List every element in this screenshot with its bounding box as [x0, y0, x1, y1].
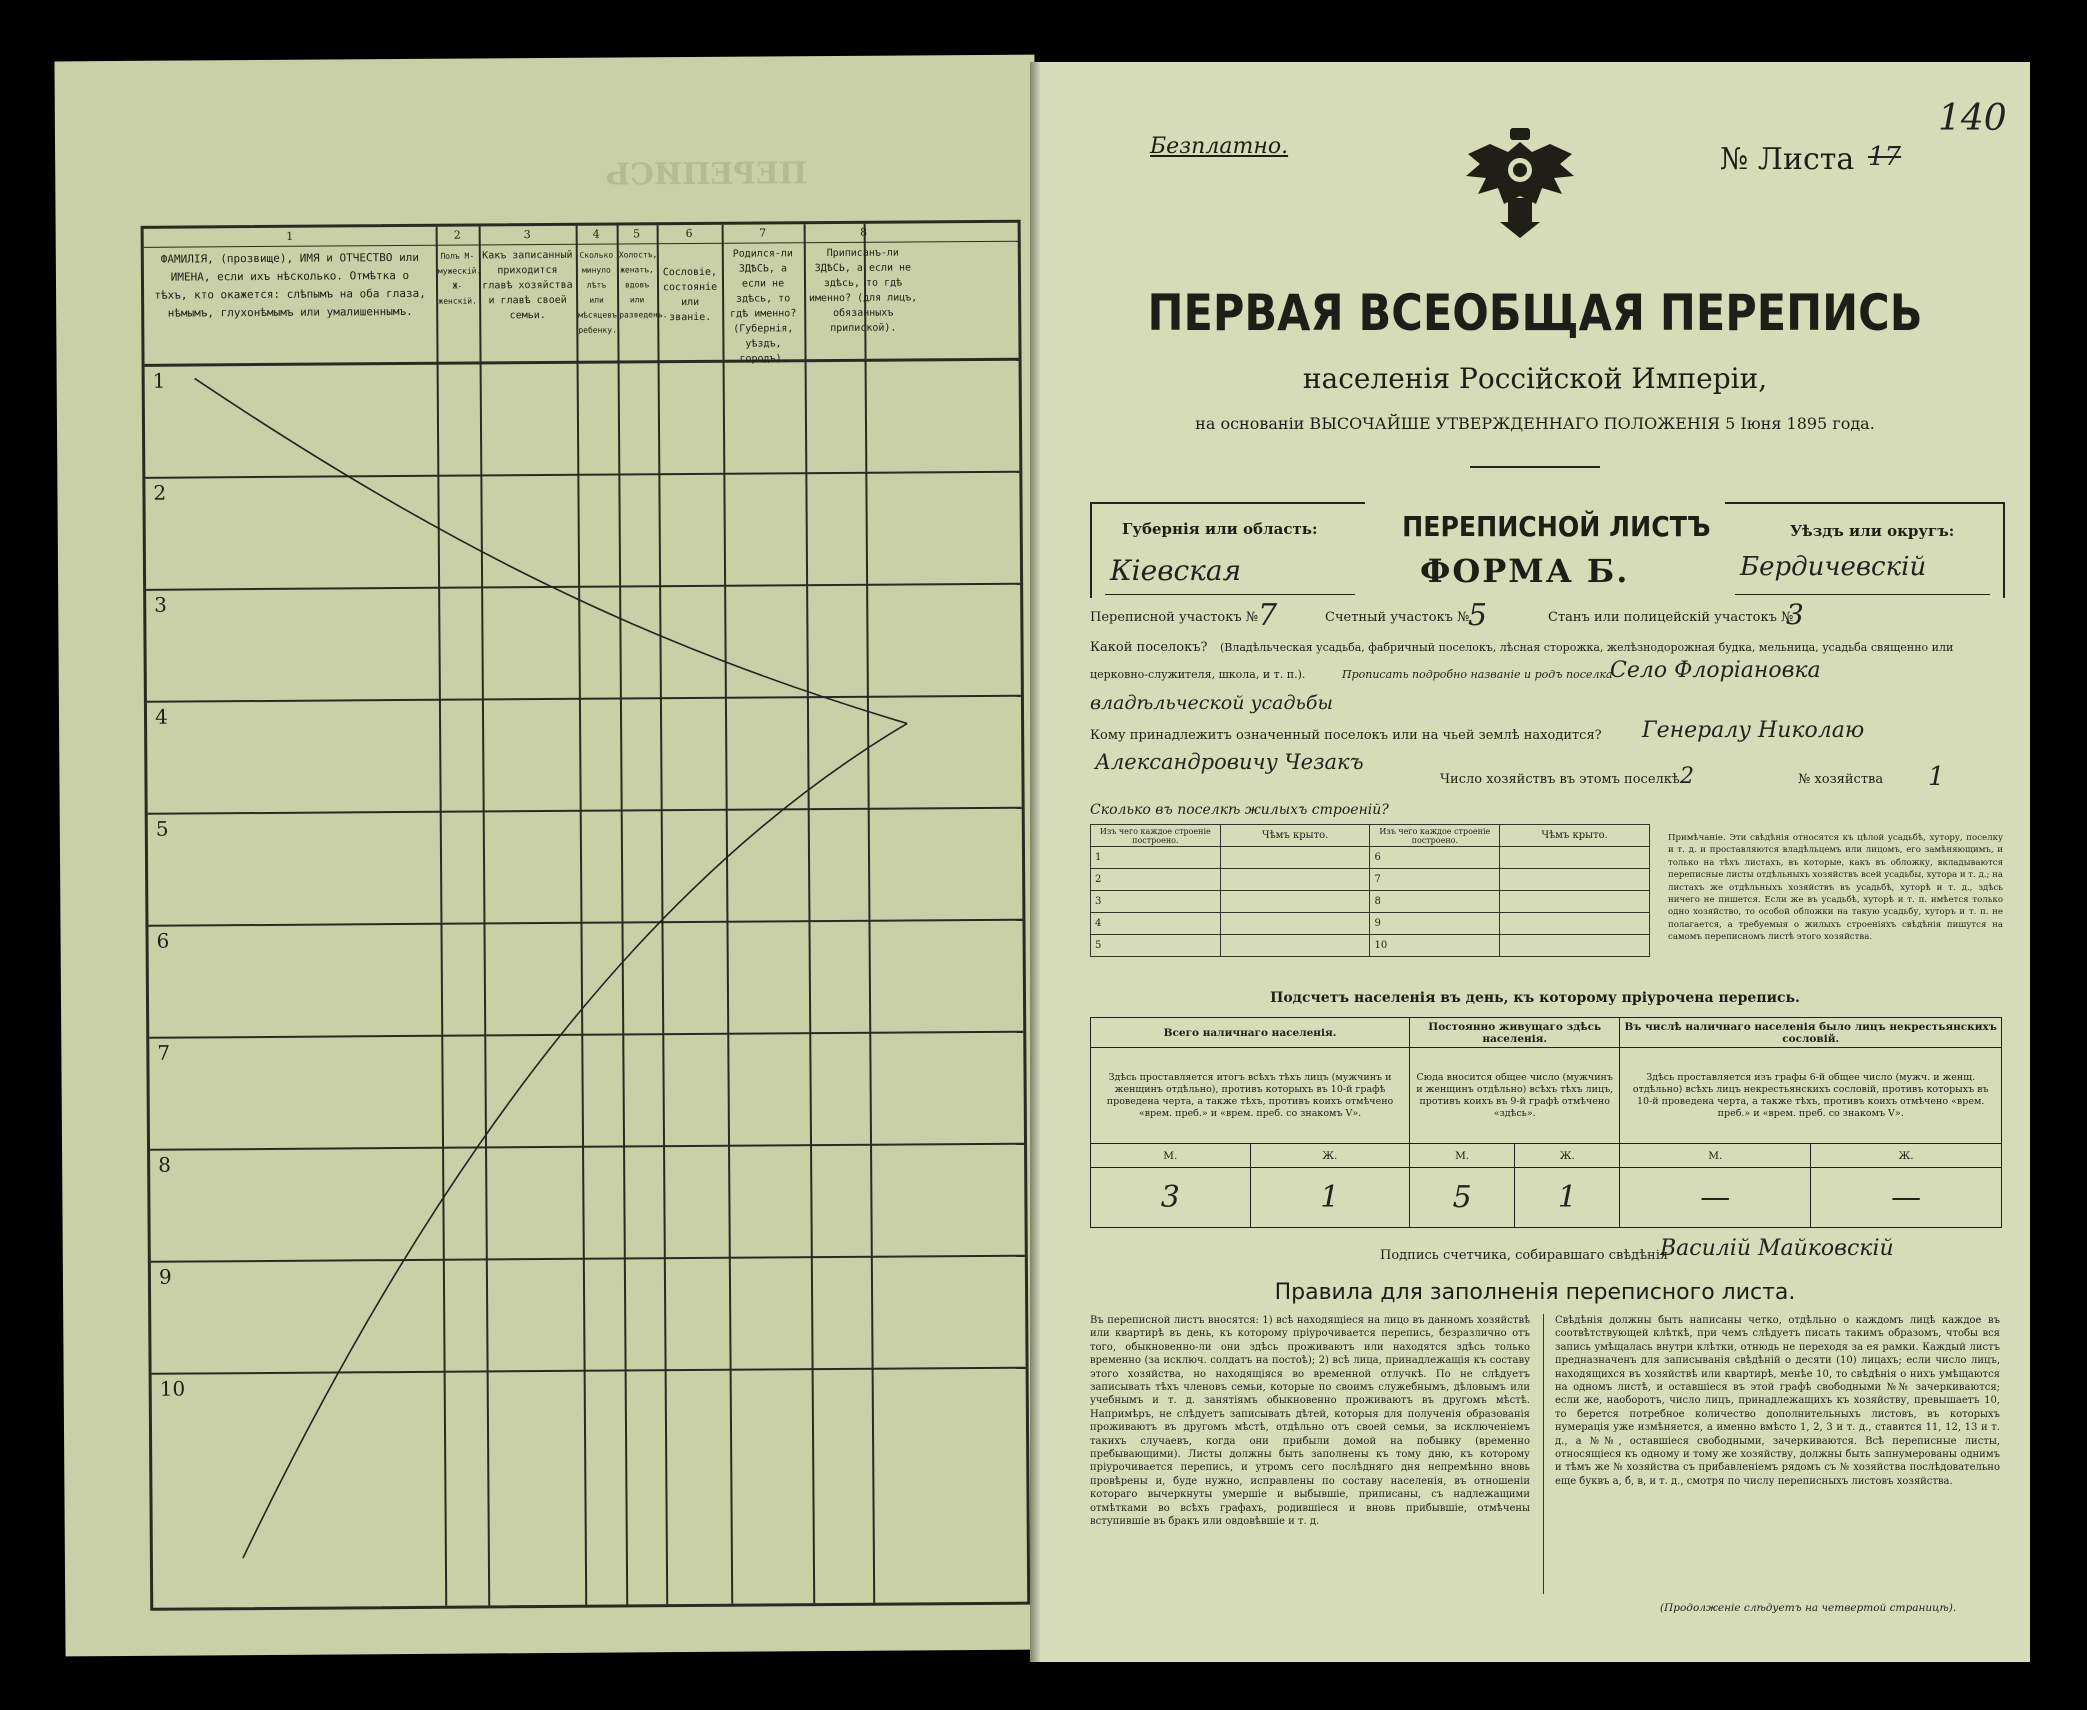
- divider: [1470, 466, 1600, 468]
- row-number: 4: [154, 704, 168, 729]
- form-subtitle: ФОРМА Б.: [1420, 552, 1630, 590]
- buildings-roof-header: Чѣмъ крыто.: [1220, 825, 1370, 847]
- col-1-num: 1: [286, 229, 294, 243]
- col-5-header: Холостъ, женатъ, вдовъ или разведенъ.: [618, 250, 668, 320]
- count-header-non-peasant: Въ числѣ наличнаго населенія было лицъ некрестьянскихъ сословій.: [1620, 1018, 2002, 1048]
- rules-left-column: Въ переписной листъ вносятся: 1) всѣ находящіеся на лицо въ данномъ хозяйствѣ или квартирѣ въ день, къ которому пріурочивается перепись, безразлично отъ того, обыкновенно-ли они здѣсь проживаютъ или находятся здѣсь только временно (за исключ. солдатъ на постоѣ); 2) всѣ лица, принадлежащія къ составу этого хозяйства, но находящіяся во временной отлучкѣ. По не слѣдуетъ записывать тѣхъ членовъ семьи, которые по своимъ служебнымъ, дѣловымъ или учебнымъ и т. д. занятіямъ обыкновенно проживаютъ въ другомъ мѣстѣ. Напримѣръ, не слѣдуетъ записывать дѣтей, которыя для полученія образованія проживаютъ въ другомъ мѣстѣ, отдѣльно отъ своей семьи, за исключеніемъ такихъ случаевъ, когда они прибыли домой на побывку (временно пребывающими). Листы должны быть заполнены къ тому дню, къ которому пріурочивается перепись, и утромъ сего послѣдняго дня непремѣнно вновь провѣрены и, буде нужно, исправлены по составу населенія, въ отношеніи котораго вычеркнуты умершіе и выбывшіе, приписаны, съ надлежащими отмѣтками во всѣхъ графахъ, родившіеся и вновь прибывшіе, отмѣчены вступившіе въ бракъ или овдовѣвшіе и т. д.: [1090, 1315, 1530, 1528]
- row-number: 5: [155, 816, 169, 841]
- counting-district-value: 5: [1468, 598, 1488, 633]
- free-label: Безплатно.: [1150, 134, 1289, 159]
- right-page: [1040, 62, 2030, 1662]
- signature-label: Подпись счетчика, собиравшаго свѣдѣнія: [1380, 1248, 1669, 1263]
- gubernia-label: Губернія или область:: [1122, 520, 1318, 538]
- owner-value-1: Генералу Николаю: [1642, 718, 1865, 743]
- sheet-number-label: № Листа: [1720, 142, 1855, 177]
- uezd-label: Уѣздъ или округъ:: [1790, 522, 1955, 540]
- count-sub-female: Ж.: [1811, 1144, 2002, 1168]
- col-5-num: 5: [633, 227, 641, 241]
- col-4-header: Сколько минуло лѣтъ или мѣсяцевъ ребенку.: [578, 250, 617, 335]
- column-divider: [1543, 1314, 1544, 1594]
- col-8-header: Приписанъ-ли ЗДѢСЬ, а если не здѣсь, то гдѣ именно? (для лицъ, обязанныхъ припиской).: [808, 247, 918, 335]
- bleed-through-text: ПЕРЕПИСЬ: [605, 156, 808, 193]
- settlement-hint-1: (Владѣльческая усадьба, фабричный поселокъ, лѣсная сторожка, желѣзнодорожная будка, мельница, усадьба священно или: [1220, 641, 1954, 654]
- document-title: ПЕРВАЯ ВСЕОБЩАЯ ПЕРЕПИСЬ: [1147, 284, 1923, 342]
- count-header-permanent: Постоянно живущаго здѣсь населенія.: [1410, 1018, 1620, 1048]
- buildings-material-header: Изъ чего каждое строеніе построено.: [1370, 825, 1500, 847]
- count-value-present-female: 1: [1250, 1168, 1410, 1228]
- households-label: Число хозяйствъ въ этомъ поселкѣ: [1440, 772, 1680, 787]
- building-row-number: 2: [1091, 869, 1221, 891]
- settlement-label: Какой поселокъ?: [1090, 640, 1208, 655]
- signature-value: Василій Майковскій: [1660, 1236, 1894, 1261]
- left-page: [54, 55, 1045, 1657]
- stan-value: 3: [1786, 598, 1804, 631]
- building-row-number: 5: [1091, 935, 1221, 957]
- count-header-present: Всего наличнаго населенія.: [1091, 1018, 1410, 1048]
- buildings-table: [1090, 824, 1650, 957]
- household-number-label: № хозяйства: [1798, 772, 1884, 787]
- owner-value-2: Александровичу Чезакъ: [1095, 750, 1364, 774]
- gubernia-value: Кіевская: [1110, 554, 1242, 587]
- rules-title: Правила для заполненія переписного листа.: [1274, 1280, 1796, 1305]
- uezd-value: Бердичевскій: [1740, 552, 1927, 582]
- building-row-number: 6: [1370, 847, 1500, 869]
- owner-label: Кому принадлежитъ означенный поселокъ или на чьей землѣ находится?: [1090, 728, 1602, 743]
- count-value-permanent-male: 5: [1410, 1168, 1515, 1228]
- col-3-num: 3: [523, 228, 531, 242]
- stan-label: Станъ или полицейскій участокъ №: [1548, 610, 1794, 625]
- building-row-number: 3: [1091, 891, 1221, 913]
- count-sub-male: М.: [1410, 1144, 1515, 1168]
- settlement-hint-3: Прописать подробно названіе и родъ поселка: [1342, 668, 1613, 681]
- buildings-material-header: Изъ чего каждое строеніе построено.: [1091, 825, 1221, 847]
- buildings-label: Сколько въ поселкѣ жилыхъ строеній?: [1090, 802, 1389, 818]
- underline: [1735, 594, 1990, 595]
- col-7-header: Родился-ли ЗДѢСЬ, а если не здѣсь, то гдѣ именно? (Губернія, уѣздъ, городъ).: [730, 248, 797, 365]
- count-value-permanent-female: 1: [1515, 1168, 1620, 1228]
- col-1-header: ФАМИЛІЯ, (прозвище), ИМЯ и ОТЧЕСТВО или ИМЕНА, если ихъ нѣсколько. Отмѣтка о тѣхъ, кто окажется: слѣпымъ на оба глаза, нѣмымъ, глухонѣмымъ или умалишеннымъ.: [154, 250, 426, 320]
- document-subtitle: населенія Россійской Имперіи,: [1302, 362, 1768, 395]
- col-7-num: 7: [759, 226, 767, 240]
- population-count-table: [1090, 1017, 2002, 1228]
- building-row-number: 10: [1370, 935, 1500, 957]
- col-6-header: Сословіе, состояніе или званіе.: [662, 266, 718, 324]
- household-number-value: 1: [1928, 762, 1945, 792]
- count-sub-male: М.: [1620, 1144, 1811, 1168]
- cross-out-lines: [144, 223, 1034, 1614]
- col-6-num: 6: [685, 226, 693, 241]
- person-table: [141, 220, 1031, 1611]
- count-sub-male: М.: [1091, 1144, 1251, 1168]
- census-district-value: 7: [1258, 598, 1278, 633]
- sheet-number-value: 17: [1868, 142, 1902, 172]
- count-desc-present: Здѣсь проставляется итогъ всѣхъ тѣхъ лицъ (мужчинъ и женщинъ отдѣльно), противъ которыхъ въ 10-й графѣ проведена черта, а также тѣхъ, противъ коихъ отмѣчено «врем. преб.» и «врем. преб. со знакомъ V».: [1091, 1048, 1410, 1144]
- count-sub-female: Ж.: [1515, 1144, 1620, 1168]
- row-number: 8: [158, 1152, 171, 1177]
- building-row-number: 9: [1370, 913, 1500, 935]
- building-row-number: 1: [1091, 847, 1221, 869]
- underline: [1105, 594, 1355, 595]
- col-4-num: 4: [592, 227, 600, 241]
- count-value-present-male: 3: [1091, 1168, 1251, 1228]
- census-district-label: Переписной участокъ №: [1090, 610, 1259, 625]
- row-number: 9: [158, 1264, 172, 1289]
- row-number: 1: [152, 368, 166, 393]
- settlement-hint-2: церковно-служителя, школа, и т. п.).: [1090, 668, 1306, 681]
- row-number: 2: [153, 480, 167, 505]
- rules-right-column: Свѣдѣнія должны быть написаны четко, отдѣльно о каждомъ лицѣ каждое въ соотвѣтствующей клѣткѣ, при чемъ слѣдуетъ писать такимъ образомъ, чтобы вся запись умѣщалась внутри клѣтки, отнюдь не переходя за ея рамки. Каждый листъ предназначенъ для записыванія свѣдѣній о десяти (10) лицахъ; если число лицъ, находящихся въ хозяйствѣ или квартирѣ, менѣе 10, то свѣдѣнія о нихъ умѣщаются на одномъ листѣ, и оставшіеся въ этой графѣ свободными №№ зачеркиваются; если же, наоборотъ, число лицъ, принадлежащихъ къ хозяйству, превышаетъ 10, то берется потребное количество дополнительныхъ листовъ, въ которыхъ нумерація уже измѣняется, а именно вмѣсто 1, 2, 3 и т. д., ставится 11, 12, 13 и т. д., а №№, оставшіеся свободными, зачеркиваются. Всѣ переписные листы, относящіеся къ одному и тому же хозяйству, должны быть запнумерованы однимъ и тѣмъ же № хозяйства съ прибавленіемъ рядомъ съ № хозяйства послѣдовательно еще буквъ а, б, в, и т. д., смотря по числу переписныхъ листовъ хозяйства.: [1555, 1315, 2000, 1487]
- count-value-non-peasant-male: —: [1620, 1168, 1811, 1228]
- settlement-value-2: владѣльческой усадьбы: [1090, 692, 1333, 714]
- col-2-header: Полъ М-мужескій. Ж-женскій.: [437, 251, 482, 306]
- count-sub-female: Ж.: [1250, 1144, 1410, 1168]
- count-desc-non-peasant: Здѣсь проставляется изъ графы 6-й общее число (мужч. и женщ. отдѣльно) всѣхъ лицъ некрестьянскихъ сословій, противъ которыхъ въ 10-й проведена черта, а также тѣхъ, противъ коихъ отмѣчено «врем. преб.» и «врем. преб. со знакомъ V».: [1620, 1048, 2002, 1144]
- counting-district-label: Счетный участокъ №: [1325, 610, 1470, 625]
- building-row-number: 4: [1091, 913, 1221, 935]
- row-number: 7: [157, 1040, 171, 1065]
- row-number: 6: [156, 928, 170, 953]
- col-2-num: 2: [453, 228, 461, 242]
- archive-number: 140: [1938, 98, 2007, 139]
- double-headed-eagle-emblem: [1460, 124, 1580, 244]
- col-8-num: 8: [860, 225, 868, 239]
- continued-note: (Продолженіе слѣдуетъ на четвертой страницѣ).: [1660, 1602, 1957, 1614]
- building-row-number: 7: [1370, 869, 1500, 891]
- count-heading: Подсчетъ населенія въ день, къ которому пріурочена перепись.: [1270, 990, 1800, 1006]
- buildings-roof-header: Чѣмъ крыто.: [1500, 825, 1650, 847]
- form-title: ПЕРЕПИСНОЙ ЛИСТЪ: [1402, 510, 1711, 543]
- basis-line: на основаніи ВЫСОЧАЙШЕ УТВЕРЖДЕННАГО ПОЛОЖЕНІЯ 5 Іюня 1895 года.: [1195, 414, 1875, 433]
- count-desc-permanent: Сюда вносится общее число (мужчинъ и женщинъ отдѣльно) всѣхъ тѣхъ лицъ, противъ коихъ въ 9-й графѣ отмѣчено «здѣсь».: [1410, 1048, 1620, 1144]
- row-number: 10: [159, 1376, 186, 1401]
- households-value: 2: [1680, 764, 1694, 789]
- settlement-value-1: Село Флоріановка: [1610, 658, 1821, 683]
- building-row-number: 8: [1370, 891, 1500, 913]
- col-3-header: Какъ записанный приходится главѣ хозяйства и главѣ своей семьи.: [482, 249, 573, 322]
- buildings-note: Примѣчаніе. Эти свѣдѣнія относятся къ цѣлой усадьбѣ, хутору, поселку и т. д. и проставляются владѣльцемъ или лицомъ, его замѣняющимъ, и только на тѣхъ листахъ, въ которые, какъ въ обложку, вкладываются переписные листы отдѣльныхъ хозяйствъ всей усадьбы, хутора и т. д.; на листахъ же отдѣльныхъ хозяйствъ въ усадьбѣ, хуторѣ и т. д., здѣсь ничего не пишется. Если же въ усадьбѣ, хуторѣ и т. п. имѣется только одно хозяйство, то особой обложки на такую усадьбу, хуторъ и т. п. не полагается, а требуемыя о жилыхъ строеніяхъ свѣдѣнія пишутся на самомъ переписномъ листѣ этого хозяйства.: [1668, 833, 2003, 943]
- count-value-non-peasant-female: —: [1811, 1168, 2002, 1228]
- uezd-box: [1725, 502, 2005, 598]
- row-number: 3: [154, 592, 168, 617]
